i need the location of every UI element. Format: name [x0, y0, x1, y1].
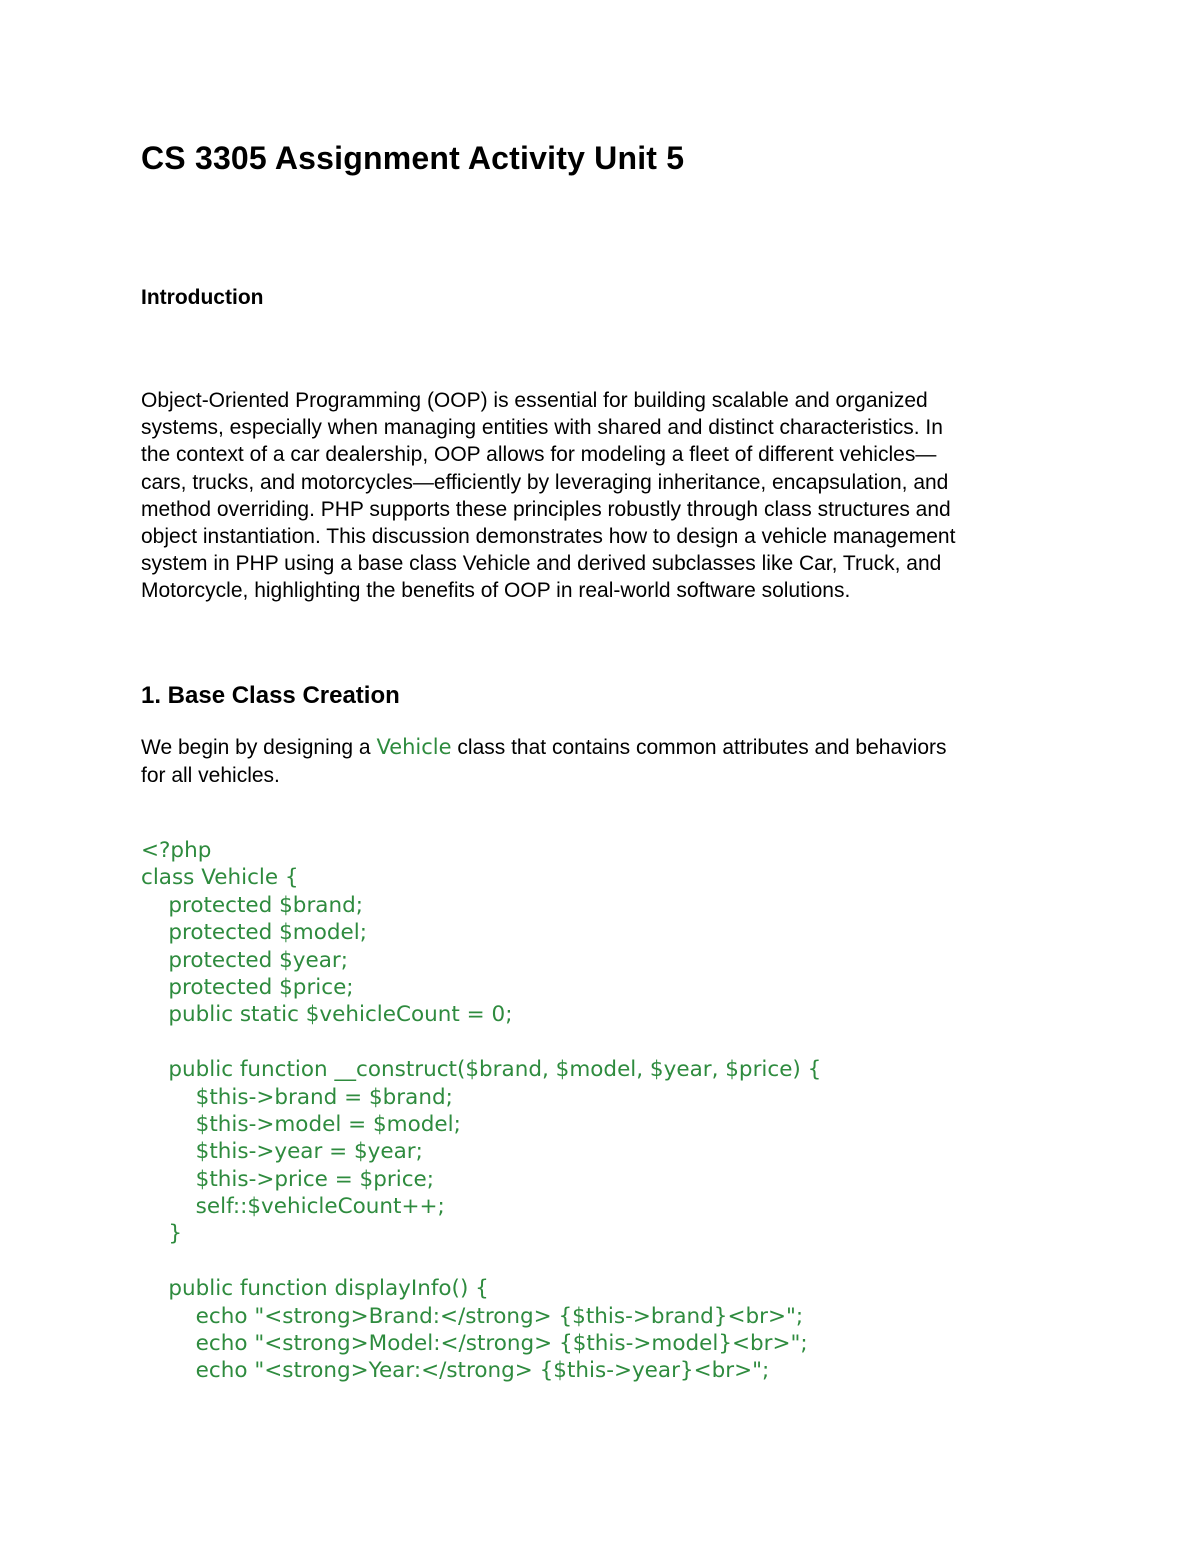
code-line: protected $model;: [141, 920, 367, 946]
section-paragraph: [141, 733, 1066, 790]
introduction-paragraph: [141, 387, 1066, 605]
code-line: self::$vehicleCount++;: [141, 1194, 445, 1220]
code-line: public function __construct($brand, $model, $year, $price) {: [141, 1057, 822, 1083]
code-line: echo "<strong>Model:</strong> {$this->model}<br>";: [141, 1331, 808, 1357]
code-line: public function displayInfo() {: [141, 1276, 489, 1302]
code-line: protected $brand;: [141, 892, 363, 918]
paragraph-line: Object-Oriented Programming (OOP) is essential for building scalable and organized: [141, 389, 928, 412]
paragraph-text: We begin by designing a: [141, 736, 377, 759]
introduction-heading: Introduction: [141, 286, 264, 309]
document-title: CS 3305 Assignment Activity Unit 5: [141, 140, 685, 176]
code-line: echo "<strong>Year:</strong> {$this->year}<br>";: [141, 1358, 770, 1384]
code-line: $this->model = $model;: [141, 1111, 461, 1137]
code-line: protected $price;: [141, 974, 354, 1000]
code-line: class Vehicle {: [141, 865, 299, 891]
paragraph-line: [141, 733, 1066, 762]
code-block: [141, 837, 821, 1385]
code-line: <?php: [141, 838, 212, 863]
code-line: public static $vehicleCount = 0;: [141, 1002, 513, 1028]
code-line: }: [141, 1221, 183, 1247]
paragraph-line: system in PHP using a base class Vehicle and derived subclasses like Car, Truck, and: [141, 552, 942, 576]
paragraph-line: for all vehicles.: [141, 764, 280, 787]
paragraph-line: method overriding. PHP supports these principles robustly through class structures and: [141, 497, 951, 521]
paragraph-line: systems, especially when managing entities with shared and distinct characteristics. In: [141, 416, 943, 440]
code-line: $this->year = $year;: [141, 1139, 423, 1165]
code-line: $this->brand = $brand;: [141, 1084, 453, 1110]
code-line: protected $year;: [141, 947, 349, 973]
code-line: echo "<strong>Brand:</strong> {$this->brand}<br>";: [141, 1303, 804, 1329]
paragraph-text: class that contains common attributes and behaviors: [451, 736, 947, 759]
section-heading-base-class: 1. Base Class Creation: [141, 682, 400, 709]
inline-class-name: Vehicle: [376, 735, 452, 759]
code-line: [141, 1248, 821, 1275]
paragraph-line: cars, trucks, and motorcycles—efficiently by leveraging inheritance, encapsulation, and: [141, 470, 949, 494]
code-line: [141, 1029, 821, 1056]
paragraph-line: Motorcycle, highlighting the benefits of OOP in real-world software solutions.: [141, 579, 851, 603]
paragraph-line: object instantiation. This discussion demonstrates how to design a vehicle management: [141, 525, 956, 549]
paragraph-line: the context of a car dealership, OOP allows for modeling a fleet of different vehicles—: [141, 443, 937, 467]
code-line: $this->price = $price;: [141, 1166, 434, 1192]
